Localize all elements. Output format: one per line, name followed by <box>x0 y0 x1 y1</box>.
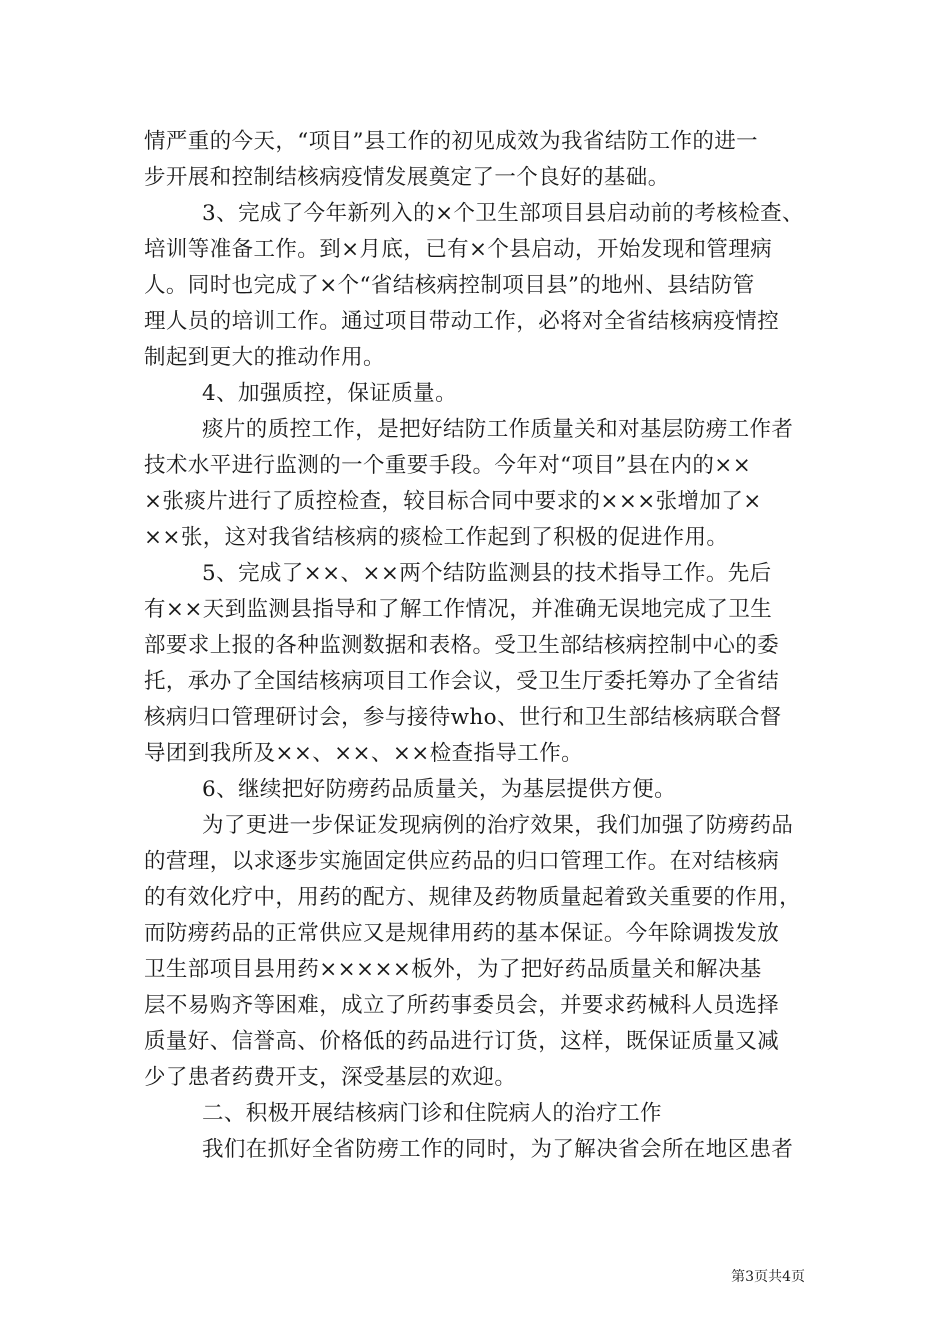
text-line: ×张痰片进行了质控检查，较目标合同中要求的×××张增加了× <box>144 489 762 514</box>
section-heading: 二、积极开展结核病门诊和住院病人的治疗工作 <box>202 1101 662 1126</box>
text-line: 痰片的质控工作，是把好结防工作质量关和对基层防痨工作者 <box>202 417 794 442</box>
text-line: 核病归口管理研讨会，参与接待who、世行和卫生部结核病联合督 <box>144 705 782 730</box>
text-line: 的有效化疗中，用药的配方、规律及药物质量起着致关重要的作用， <box>144 885 802 910</box>
text-line: 而防痨药品的正常供应又是规律用药的基本保证。今年除调拨发放 <box>144 921 780 946</box>
text-line: 步开展和控制结核病疫情发展奠定了一个良好的基础。 <box>144 165 670 190</box>
text-line: 人。同时也完成了×个“省结核病控制项目县”的地州、县结防管 <box>144 273 755 298</box>
text-line: 理人员的培训工作。通过项目带动工作，必将对全省结核病疫情控 <box>144 309 780 334</box>
text-line: 卫生部项目县用药×××××板外，为了把好药品质量关和解决基 <box>144 957 762 982</box>
text-line: 制起到更大的推动作用。 <box>144 345 385 370</box>
text-line: 少了患者药费开支，深受基层的欢迎。 <box>144 1065 517 1090</box>
text-line: 部要求上报的各种监测数据和表格。受卫生部结核病控制中心的委 <box>144 633 780 658</box>
text-line: 的营理，以求逐步实施固定供应药品的归口管理工作。在对结核病 <box>144 849 780 874</box>
text-line: 质量好、信誉高、价格低的药品进行订货，这样，既保证质量又减 <box>144 1029 780 1054</box>
text-line: 托，承办了全国结核病项目工作会议，受卫生厅委托筹办了全省结 <box>144 669 780 694</box>
text-line: 我们在抓好全省防痨工作的同时，为了解决省会所在地区患者 <box>202 1137 794 1162</box>
text-line: 情严重的今天，“项目”县工作的初见成效为我省结防工作的进一 <box>144 129 759 154</box>
text-line: 技术水平进行监测的一个重要手段。今年对“项目”县在内的×× <box>144 453 752 478</box>
text-line: 5、完成了××、××两个结防监测县的技术指导工作。先后 <box>202 561 772 586</box>
text-line: 6、继续把好防痨药品质量关，为基层提供方便。 <box>202 777 676 802</box>
text-line: 为了更进一步保证发现病例的治疗效果，我们加强了防痨药品 <box>202 813 794 838</box>
text-line: ××张，这对我省结核病的痰检工作起到了积极的促进作用。 <box>144 525 729 550</box>
text-line: 4、加强质控，保证质量。 <box>202 381 457 406</box>
page-number: 第3页共4页 <box>731 1269 805 1285</box>
text-line: 有××天到监测县指导和了解工作情况，并准确无误地完成了卫生 <box>144 597 773 622</box>
text-line: 导团到我所及××、××、××检查指导工作。 <box>144 741 583 766</box>
text-line: 3、完成了今年新列入的×个卫生部项目县启动前的考核检查、 <box>202 201 804 226</box>
text-line: 培训等准备工作。到×月底，已有×个县启动，开始发现和管理病 <box>144 237 773 262</box>
text-line: 层不易购齐等困难，成立了所药事委员会，并要求药械科人员选择 <box>144 993 780 1018</box>
